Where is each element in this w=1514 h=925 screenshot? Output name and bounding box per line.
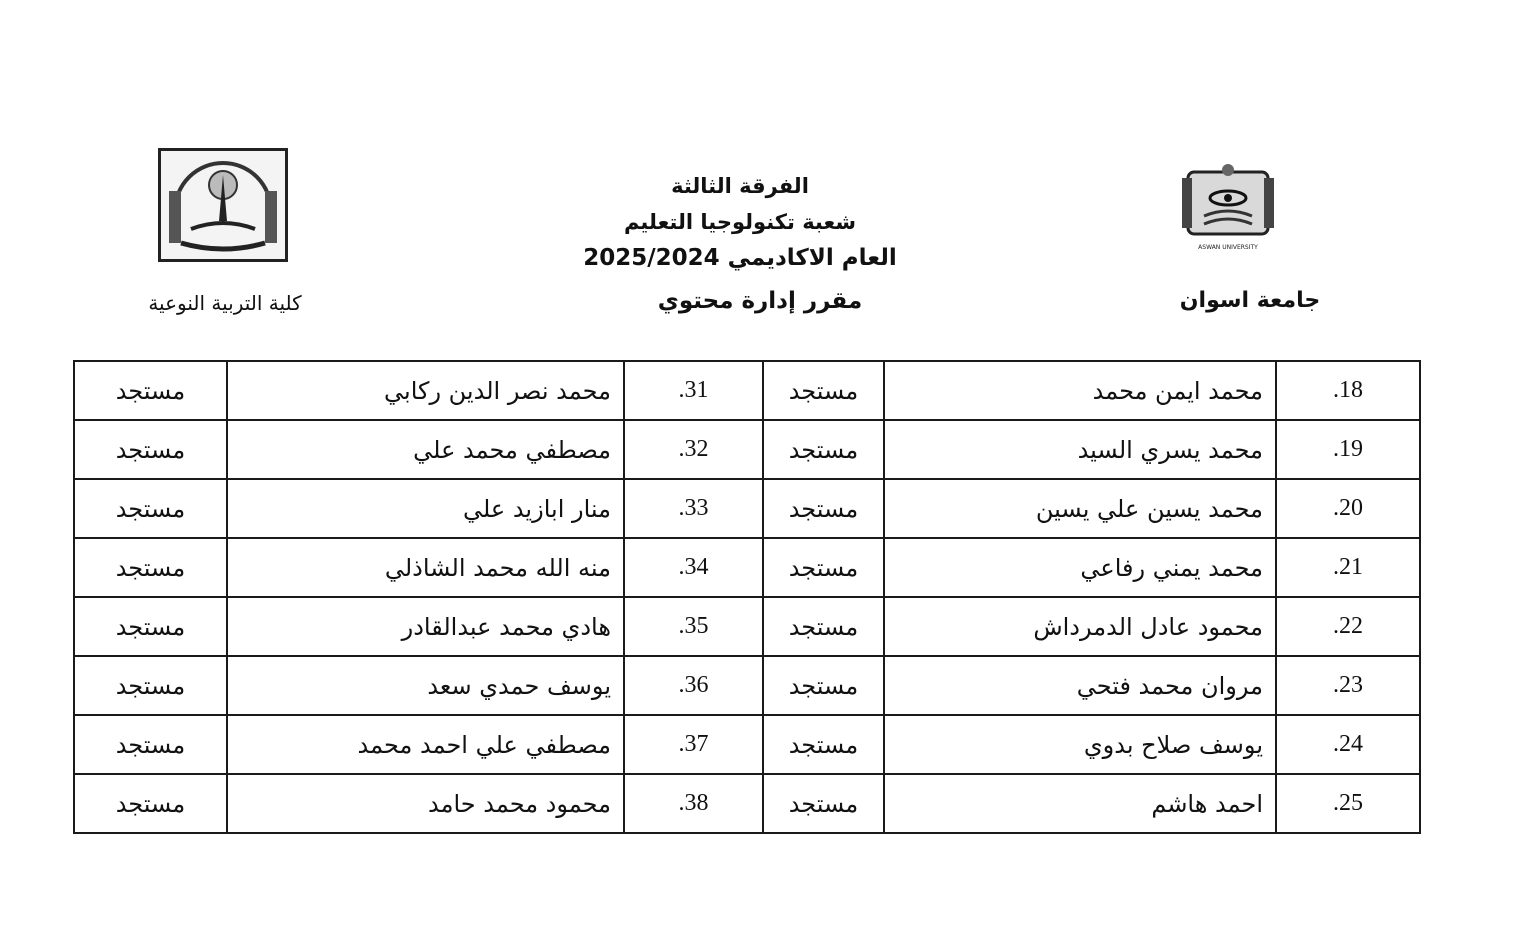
student-number: .34 [624,538,763,597]
student-status: مستجد [74,538,227,597]
table-row [74,361,1420,420]
division-title: شعبة تكنولوجيا التعليم [623,210,857,234]
student-number: .25 [1276,774,1420,833]
student-name: منه الله محمد الشاذلي [227,538,624,597]
student-status: مستجد [74,715,227,774]
student-name: يوسف حمدي سعد [227,656,624,715]
course-title: مقرر إدارة محتوي [657,288,863,314]
student-name: هادي محمد عبدالقادر [227,597,624,656]
student-name: منار ابازيد علي [227,479,624,538]
table-row [74,479,1420,538]
student-number: .19 [1276,420,1420,479]
student-number: .18 [1276,361,1420,420]
student-status: مستجد [763,479,884,538]
student-status: مستجد [763,361,884,420]
student-status: مستجد [74,420,227,479]
student-number: .22 [1276,597,1420,656]
university-name: جامعة اسوان [1179,288,1321,313]
student-name: محمد يمني رفاعي [884,538,1276,597]
student-status: مستجد [763,656,884,715]
student-status: مستجد [74,656,227,715]
student-name: مصطفي علي احمد محمد [227,715,624,774]
student-roster-table [73,360,1421,834]
student-number: .36 [624,656,763,715]
student-name: محمود عادل الدمرداش [884,597,1276,656]
student-number: .23 [1276,656,1420,715]
student-status: مستجد [74,479,227,538]
student-number: .37 [624,715,763,774]
student-number: .38 [624,774,763,833]
student-status: مستجد [74,597,227,656]
student-name: محمد يسين علي يسين [884,479,1276,538]
student-number: .20 [1276,479,1420,538]
student-name: محمود محمد حامد [227,774,624,833]
logo-caption: ASWAN UNIVERSITY [1198,244,1258,251]
student-status: مستجد [74,361,227,420]
table-row [74,656,1420,715]
student-name: محمد ايمن محمد [884,361,1276,420]
faculty-name: كلية التربية النوعية [148,291,302,315]
student-status: مستجد [763,538,884,597]
student-name: يوسف صلاح بدوي [884,715,1276,774]
student-name: محمد نصر الدين ركابي [227,361,624,420]
faculty-logo [158,148,288,262]
student-status: مستجد [763,715,884,774]
student-name: مصطفي محمد علي [227,420,624,479]
student-number: .33 [624,479,763,538]
student-number: .21 [1276,538,1420,597]
student-status: مستجد [763,774,884,833]
table-row [74,420,1420,479]
student-number: .32 [624,420,763,479]
table-row [74,715,1420,774]
student-name: مروان محمد فتحي [884,656,1276,715]
level-title: الفرقة الثالثة [671,174,809,198]
student-name: محمد يسري السيد [884,420,1276,479]
student-status: مستجد [763,420,884,479]
table-row [74,538,1420,597]
student-number: .24 [1276,715,1420,774]
table-row [74,774,1420,833]
student-name: احمد هاشم [884,774,1276,833]
academic-year: العام الاكاديمي 2025/2024 [583,245,897,271]
student-number: .35 [624,597,763,656]
student-status: مستجد [763,597,884,656]
table-row [74,597,1420,656]
student-number: .31 [624,361,763,420]
student-status: مستجد [74,774,227,833]
header-block [500,168,980,276]
aswan-university-logo [1178,158,1278,254]
